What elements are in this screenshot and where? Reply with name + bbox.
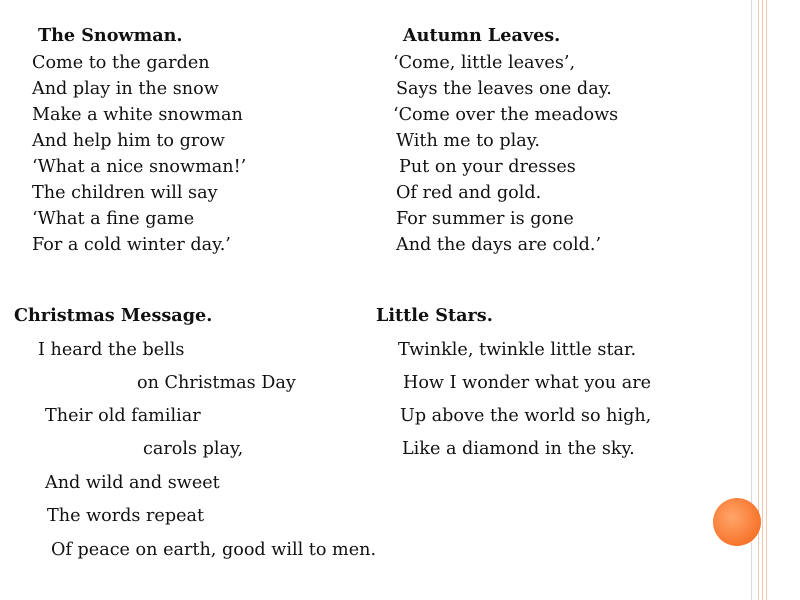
- poem-title: Little Stars.: [376, 305, 493, 326]
- border-stripe: [766, 0, 767, 600]
- poem-line: Make a white snowman: [32, 105, 243, 125]
- poem-line: The children will say: [32, 183, 218, 203]
- decorative-border: [751, 0, 800, 600]
- poem-line: ‘What a nice snowman!’: [32, 157, 247, 177]
- poem-line: Like a diamond in the sky.: [402, 439, 635, 459]
- poem-line: Twinkle, twinkle little star.: [398, 340, 637, 360]
- poem-line: ‘Come, little leaves’,: [393, 53, 576, 73]
- poem-line: I heard the bells: [38, 340, 185, 360]
- poem-line: And the days are cold.’: [396, 235, 602, 255]
- poem-line: on Christmas Day: [137, 373, 296, 393]
- poem-line: For summer is gone: [396, 209, 574, 229]
- poem-line: Of red and gold.: [396, 183, 542, 203]
- poem-line: For a cold winter day.’: [32, 235, 231, 255]
- poem-line: The words repeat: [47, 506, 205, 526]
- poem-line: Of peace on earth, good will to men.: [51, 540, 377, 560]
- poem-title: The Snowman.: [38, 25, 183, 46]
- border-stripe: [762, 0, 763, 600]
- poem-line: Their old familiar: [45, 406, 201, 426]
- orange-circle-decoration: [713, 498, 761, 546]
- poem-line: Up above the world so high,: [400, 406, 652, 426]
- poem-line: And help him to grow: [32, 131, 225, 151]
- poem-line: ‘Come over the meadows: [393, 105, 619, 125]
- poem-line: With me to play.: [396, 131, 540, 151]
- poem-line: ‘What a fine game: [32, 209, 195, 229]
- poem-title: Christmas Message.: [14, 305, 213, 326]
- poem-line: Says the leaves one day.: [396, 79, 612, 99]
- poem-line: Come to the garden: [32, 53, 210, 73]
- poem-line: And play in the snow: [32, 79, 219, 99]
- poem-line: How I wonder what you are: [403, 373, 652, 393]
- poem-line: Put on your dresses: [399, 157, 576, 177]
- poem-line: carols play,: [143, 439, 244, 459]
- poem-title: Autumn Leaves.: [403, 25, 561, 46]
- poem-line: And wild and sweet: [45, 473, 220, 493]
